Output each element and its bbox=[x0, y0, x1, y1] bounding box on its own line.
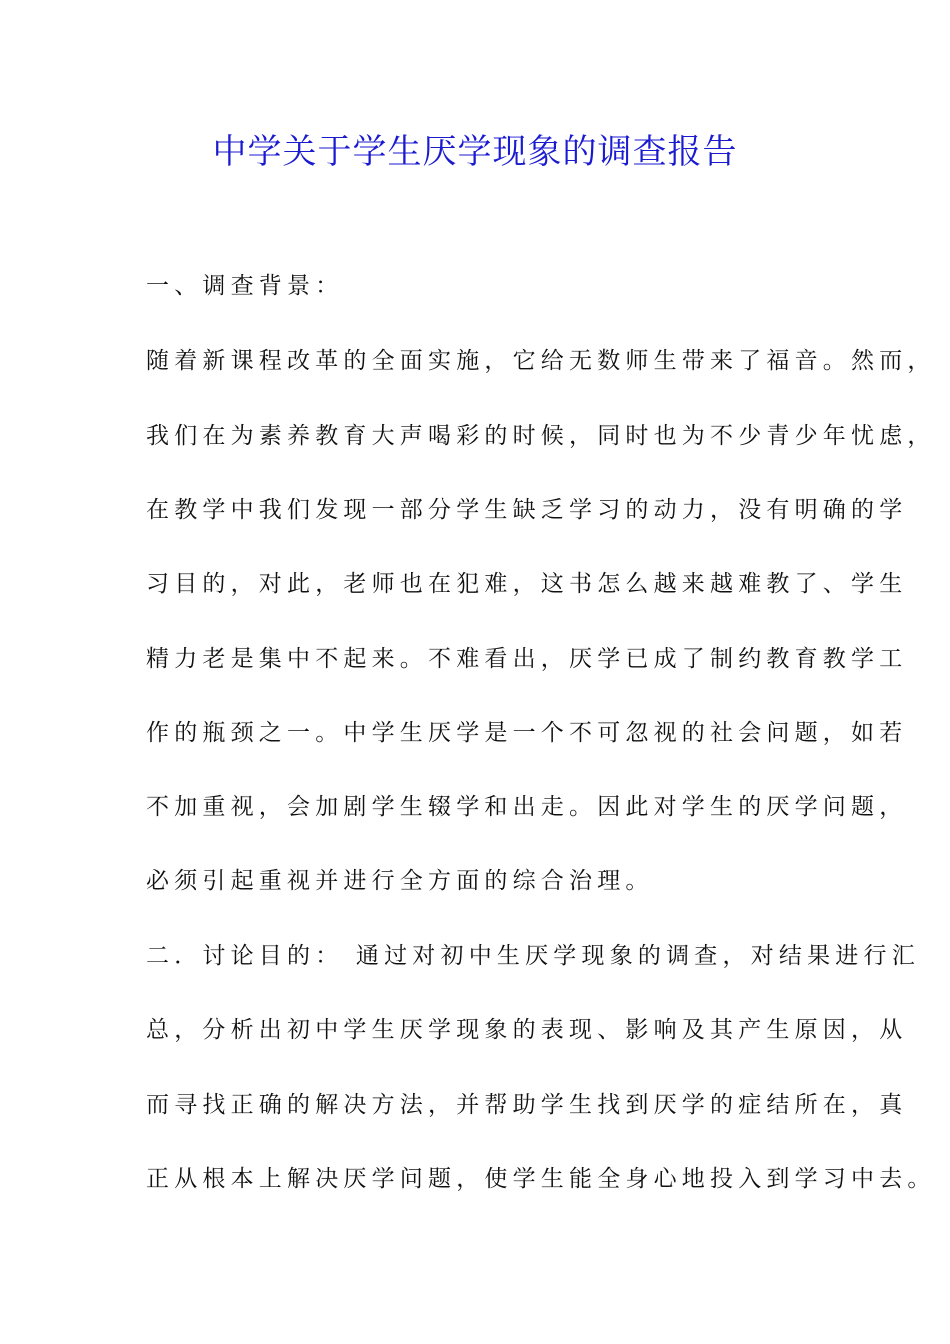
paragraph-line: 必须引起重视并进行全方面的综合治理。 bbox=[146, 868, 654, 894]
paragraph-line: 不加重视，会加剧学生辍学和出走。因此对学生的厌学问题， bbox=[146, 794, 908, 820]
section-heading-background: 一、调查背景： bbox=[146, 273, 344, 299]
paragraph-line: 总，分析出初中学生厌学现象的表现、影响及其产生原因，从 bbox=[146, 1017, 908, 1043]
section-heading-purpose: 二．讨论目的： 通过对初中生厌学现象的调查，对结果进行汇 bbox=[146, 943, 920, 969]
paragraph-line: 我们在为素养教育大声喝彩的时候，同时也为不少青少年忧虑， bbox=[146, 423, 936, 449]
paragraph-line: 精力老是集中不起来。不难看出，厌学已成了制约教育教学工 bbox=[146, 646, 908, 672]
paragraph-line: 习目的，对此，老师也在犯难，这书怎么越来越难教了、学生 bbox=[146, 571, 908, 597]
paragraph-line: 作的瓶颈之一。中学生厌学是一个不可忽视的社会问题，如若 bbox=[146, 720, 908, 746]
paragraph-line: 正从根本上解决厌学问题，使学生能全身心地投入到学习中去。 bbox=[146, 1166, 936, 1192]
paragraph-line: 在教学中我们发现一部分学生缺乏学习的动力，没有明确的学 bbox=[146, 497, 908, 523]
document-title: 中学关于学生厌学现象的调查报告 bbox=[212, 132, 738, 172]
paragraph-line: 随着新课程改革的全面实施，它给无数师生带来了福音。然而， bbox=[146, 348, 936, 374]
paragraph-line: 而寻找正确的解决方法，并帮助学生找到厌学的症结所在，真 bbox=[146, 1092, 908, 1118]
